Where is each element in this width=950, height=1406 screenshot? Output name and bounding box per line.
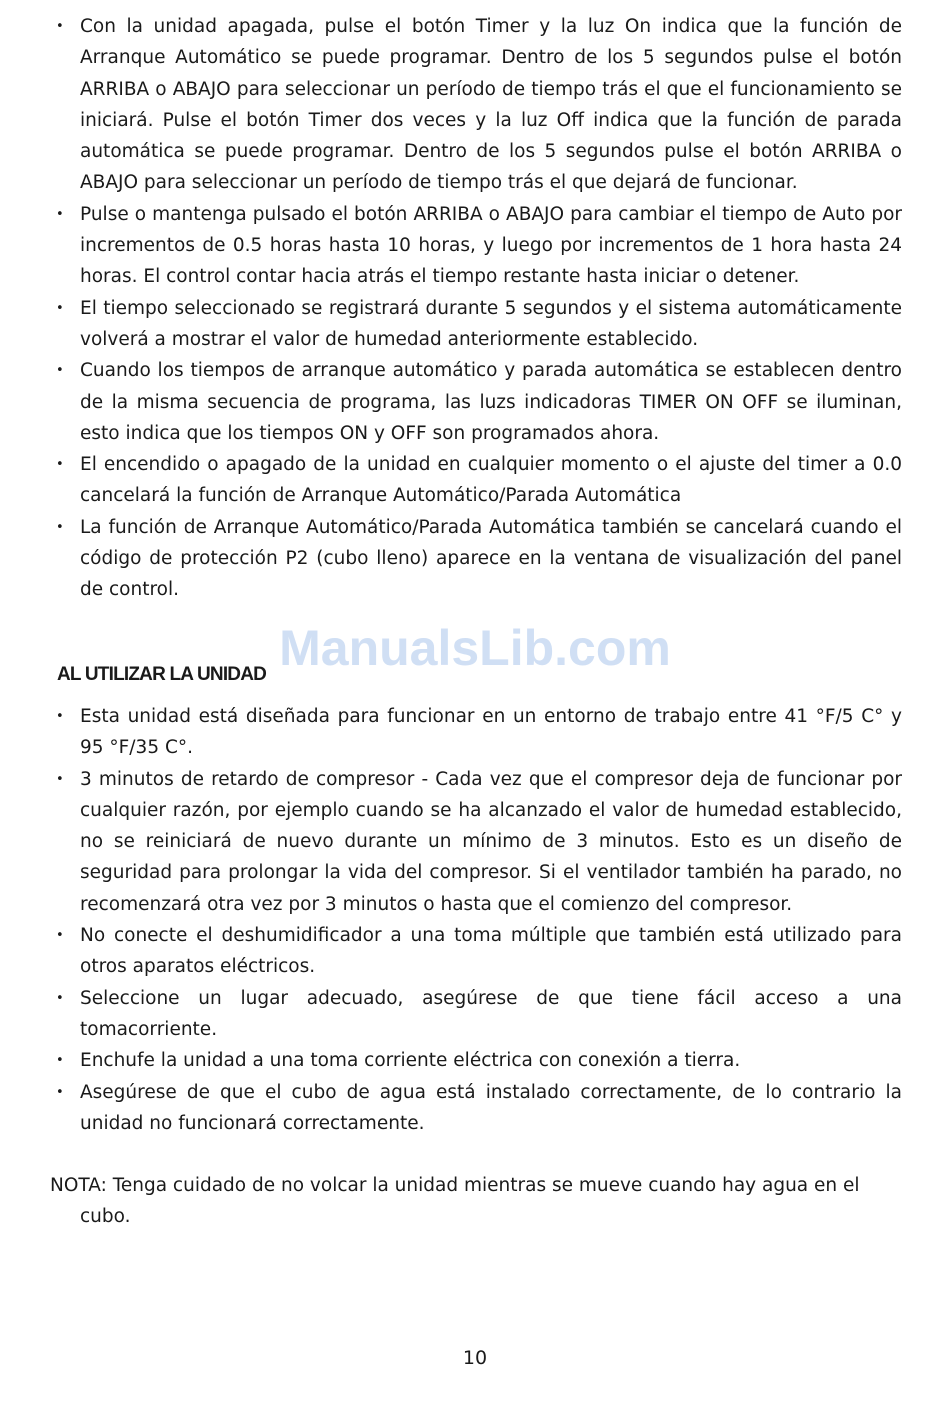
- list-item: [50, 701, 902, 764]
- bullet-icon: •: [56, 709, 64, 724]
- list-item-text: Esta unidad está diseñada para funcionar en un entorno de trabajo entre 41 °F/5 C° y 95 °F/35 C°.: [80, 706, 902, 759]
- list-item-text: La función de Arranque Automático/Parada Automática también se cancelará cuando el código de protección P2 (cubo lleno) aparece en la ventana de visualización del panel de control.: [80, 516, 902, 601]
- list-item-text: Con la unidad apagada, pulse el botón Timer y la luz On indica que la función de Arranque Automático se puede programar. Dentro de los 5 segundos pulse el botón ARRIBA o ABAJO para seleccionar un período de tiempo trás el que el funcionamiento se iniciará. Pulse el botón Timer dos veces y la luz Off indica que la función de parada automática se puede programar. Dentro de los 5 segundos pulse el botón ARRIBA o ABAJO para seleccionar un período de tiempo trás el que dejará de funcionar.: [80, 16, 902, 194]
- usage-instructions-list: [50, 701, 902, 1139]
- note-text: NOTA: Tenga cuidado de no volcar la unidad mientras se mueve cuando hay agua en el cubo.: [50, 1175, 860, 1228]
- bullet-icon: •: [56, 19, 64, 34]
- list-item-text: Seleccione un lugar adecuado, asegúrese de que tiene fácil acceso a una tomacorriente.: [80, 987, 902, 1040]
- list-item: [50, 449, 902, 512]
- list-item: [50, 983, 902, 1046]
- bullet-icon: •: [56, 1053, 64, 1069]
- list-item: [50, 1077, 902, 1140]
- list-item-text: El tiempo seleccionado se registrará durante 5 segundos y el sistema automáticamente volverá a mostrar el valor de humedad anteriormente establecido.: [80, 297, 902, 350]
- list-item-text: Enchufe la unidad a una toma corriente eléctrica con conexión a tierra.: [80, 1050, 741, 1072]
- bullet-icon: •: [56, 206, 64, 222]
- list-item-text: Asegúrese de que el cubo de agua está instalado correctamente, de lo contrario la unidad no funcionará correctamente.: [80, 1081, 902, 1134]
- list-item: [50, 920, 902, 983]
- bullet-icon: •: [56, 928, 64, 944]
- timer-instructions-list: [50, 11, 902, 606]
- list-item: [50, 293, 902, 356]
- list-item: [50, 11, 902, 199]
- list-item: [50, 764, 902, 920]
- list-item-text: Cuando los tiempos de arranque automático y parada automática se establecen dentro de la misma secuencia de programa, las luzs indicadoras TIMER ON OFF se iluminan, esto indica que los tiempos ON y OFF son programados ahora.: [80, 360, 902, 444]
- list-item-text: No conecte el deshumidificador a una toma múltiple que también está utilizado para otros aparatos eléctricos.: [80, 925, 902, 978]
- bullet-icon: •: [56, 457, 64, 473]
- list-item: [50, 1045, 902, 1076]
- watermark: ManualsLib.com: [279, 620, 671, 676]
- list-item-text: El encendido o apagado de la unidad en cualquier momento o el ajuste del timer a 0.0 cancelará la función de Arranque Automático/Parada Automática: [80, 454, 902, 507]
- bullet-icon: •: [56, 300, 64, 316]
- list-item-text: 3 minutos de retardo de compresor - Cada vez que el compresor deja de funcionar por cualquier razón, por ejemplo cuando se ha alcanzado el valor de humedad establecido, no se reiniciará de nuevo durante un mínimo de 3 minutos. Esto es un diseño de seguridad para prolongar la vida del compresor. Si el ventilador también ha parado, no recomenzará otra vez por 3 minutos o hasta que el comienzo del compresor.: [80, 768, 902, 915]
- section-heading: AL UTILIZAR LA UNIDAD: [57, 664, 267, 685]
- bullet-icon: •: [56, 363, 64, 379]
- bullet-icon: •: [56, 1084, 64, 1100]
- list-item: [50, 199, 902, 293]
- page-number: 10: [462, 1347, 488, 1369]
- list-item: [50, 512, 902, 606]
- bullet-icon: •: [56, 519, 64, 535]
- list-item: [50, 355, 902, 449]
- bullet-icon: •: [56, 990, 64, 1006]
- bullet-icon: •: [56, 771, 64, 787]
- list-item-text: Pulse o mantenga pulsado el botón ARRIBA o ABAJO para cambiar el tiempo de Auto por incrementos de 0.5 horas hasta 10 horas, y luego por incrementos de 1 hora hasta 24 horas. El control contar hacia atrás el tiempo restante hasta iniciar o detener.: [80, 203, 902, 288]
